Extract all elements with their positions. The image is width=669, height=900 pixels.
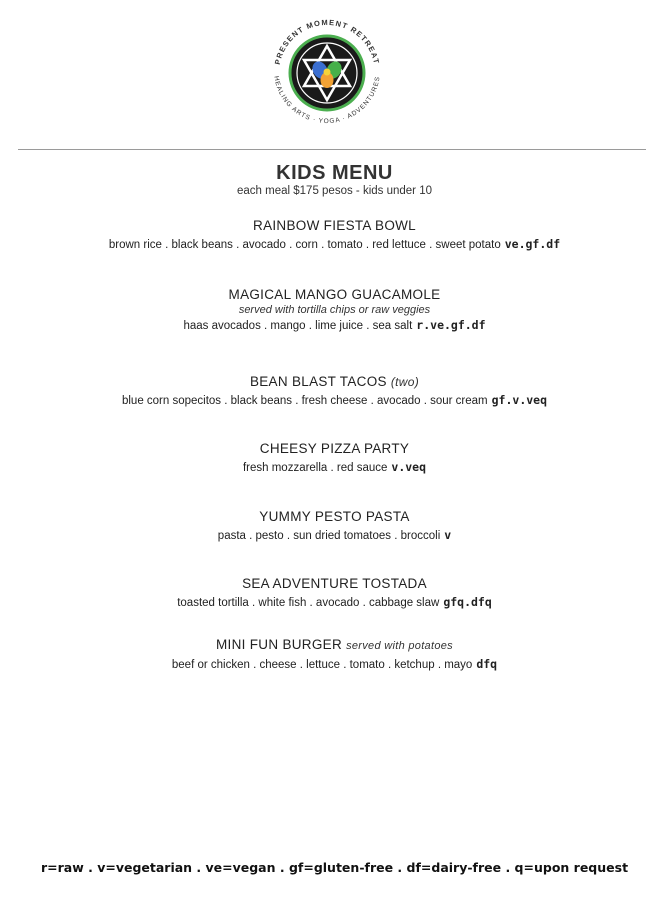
menu-item-name: BEAN BLAST TACOS <box>249 374 387 389</box>
menu-item-ingredients: haas avocados . mango . lime juice . sea salt <box>183 320 413 332</box>
menu-item <box>0 373 669 410</box>
menu-item-description <box>0 593 669 612</box>
menu-item-name: MAGICAL MANGO GUACAMOLE <box>228 287 441 302</box>
menu-item-name-note: served with potatoes <box>346 640 453 652</box>
menu-item-description <box>0 316 669 335</box>
menu-item-name-line <box>0 636 669 655</box>
menu-item-name: MINI FUN BURGER <box>216 637 343 652</box>
menu-item-description <box>0 458 669 477</box>
header-divider <box>18 149 646 150</box>
menu-item-ingredients: beef or chicken . cheese . lettuce . tomato . ketchup . mayo <box>171 659 473 671</box>
menu-item-ingredients: brown rice . black beans . avocado . corn . tomato . red lettuce . sweet potato <box>108 239 501 251</box>
menu-item-diet-tags: dfq <box>476 657 498 671</box>
menu-title: KIDS MENU <box>276 162 393 184</box>
menu-item-name: RAINBOW FIESTA BOWL <box>253 218 416 233</box>
logo-top-text: PRESENT MOMENT RETREAT <box>272 17 382 66</box>
menu-item-ingredients: fresh mozzarella . red sauce <box>242 462 388 474</box>
menu-item-diet-tags: v <box>444 528 452 542</box>
menu-item <box>0 575 669 612</box>
menu-item-ingredients: toasted tortilla . white fish . avocado . cabbage slaw <box>177 597 440 609</box>
menu-item-description <box>0 391 669 410</box>
menu-item <box>0 286 669 335</box>
menu-item <box>0 508 669 545</box>
menu-item-name: CHEESY PIZZA PARTY <box>259 441 410 456</box>
diet-legend: r=raw . v=vegetarian . ve=vegan . gf=gluten-free . df=dairy-free . q=upon request <box>40 860 629 875</box>
logo-bottom-text: HEALING ARTS · YOGA · ADVENTURES <box>272 75 382 126</box>
menu-item-name: YUMMY PESTO PASTA <box>259 509 410 524</box>
menu-item-description <box>0 526 669 545</box>
menu-item-diet-tags: r.ve.gf.df <box>416 318 486 332</box>
menu-item-ingredients: blue corn sopecitos . black beans . fresh cheese . avocado . sour cream <box>121 395 488 407</box>
menu-item-diet-tags: ve.gf.df <box>504 237 561 251</box>
menu-item-name-note: (two) <box>390 375 420 389</box>
menu-item-name-line <box>0 373 669 391</box>
menu-item-diet-tags: gf.v.veq <box>491 393 548 407</box>
menu-item-note: served with tortilla chips or raw veggies <box>238 304 431 316</box>
menu-item-description <box>0 655 669 674</box>
menu-item-description <box>0 235 669 254</box>
menu-item-name: SEA ADVENTURE TOSTADA <box>242 576 427 591</box>
logo-emblem-icon <box>262 8 392 138</box>
menu-item <box>0 440 669 477</box>
menu-item-diet-tags: gfq.dfq <box>443 595 492 609</box>
menu-item <box>0 636 669 674</box>
menu-item-ingredients: pasta . pesto . sun dried tomatoes . broccoli <box>217 530 441 542</box>
menu-item <box>0 217 669 254</box>
menu-item-diet-tags: v.veq <box>391 460 427 474</box>
menu-subtitle: each meal $175 pesos - kids under 10 <box>237 185 432 197</box>
retreat-logo <box>262 8 392 138</box>
